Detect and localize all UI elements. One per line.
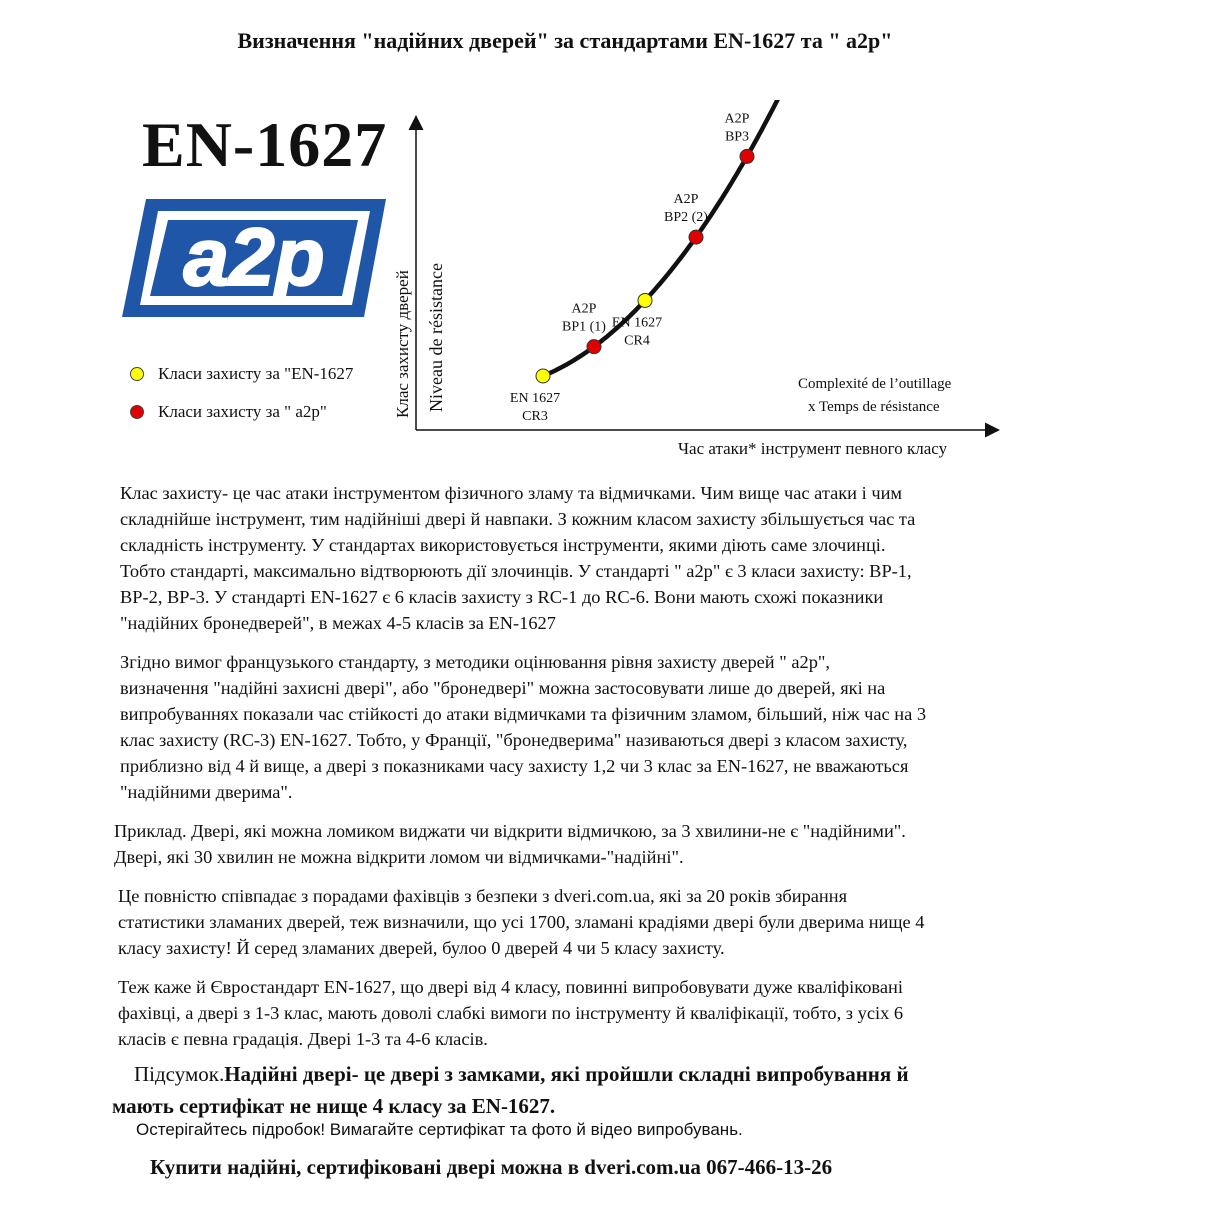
text-line: Приклад. Двері, які можна ломиком виджати чи відкрити відмичкою, за 3 хвилини-не є "надійними". (114, 821, 906, 841)
legend-yellow-dot-icon (130, 367, 144, 381)
text-line: Клас захисту- це час атаки інструментом фізичного зламу та відмичками. Чим вище час атаки і чим (120, 483, 903, 503)
legend-item-en1627 (130, 364, 353, 384)
chart-point-sublabel: BP2 (2) (664, 210, 708, 226)
en-1627-logo-text: EN-1627 (142, 109, 388, 180)
text-line: класів є певна градація. Двері 1-3 та 4-6 класів. (118, 1029, 488, 1049)
protection-class-chart (380, 100, 1020, 470)
summary-bold-line-2: мають сертифікат не нище 4 класу за EN-1627. (112, 1094, 556, 1118)
text-line: Згідно вимог французького стандарту, з методики оцінювання рівня захисту дверей " a2p", (120, 652, 831, 672)
paragraph-1 (120, 480, 915, 636)
chart-point-a2p (740, 149, 754, 163)
chart-point-sublabel: BP3 (724, 129, 750, 145)
a2p-logo (120, 196, 388, 325)
text-line: Теж каже й Євростандарт EN-1627, що двері від 4 класу, повинні випробовувати дуже кваліфіковані (118, 977, 903, 997)
legend-red-dot-icon (130, 405, 144, 419)
text-line: клас захисту (RC-3) EN-1627. Тобто, у Франції, "бронедверима" називаються двері з класом захисту, (120, 730, 908, 750)
paragraph-2 (120, 649, 926, 805)
y-axis-label-fr: Niveau de résistance (426, 263, 446, 412)
x-axis-label-fr-line1: Complexité de l’outillage (798, 376, 952, 392)
chart-point-a2p (587, 340, 601, 354)
text-line: складність інструменту. У стандартах використовується інструменти, якими діють саме злочинці. (120, 535, 886, 555)
warning-text: Остерігайтесь підробок! Вимагайте сертифікат та фото й відео випробувань. (136, 1120, 743, 1139)
chart-point-label: EN 1627 (509, 391, 561, 406)
text-line: "надійними дверима". (120, 782, 293, 802)
chart-point-en1627 (638, 293, 652, 307)
text-line: Двері, які 30 хвилин не можна відкрити ломом чи відмичками-"надійні". (114, 847, 684, 867)
paragraph-3 (114, 818, 906, 870)
legend-label: Класи захисту за "EN-1627 (158, 364, 354, 383)
text-line: випробуваннях показали час стійкості до атаки відмичками та фізичним зламом, більший, ніж час на 3 (120, 704, 927, 724)
legend-label: Класи захисту за " a2p" (158, 402, 327, 421)
paragraph-4 (118, 883, 925, 961)
chart-point-sublabel: CR3 (522, 409, 548, 424)
y-axis-label-uk: Клас захисту дверей (393, 270, 412, 418)
buy-contact-line: Купити надійні, сертифіковані двері можна в dveri.com.ua 067-466-13-26 (150, 1155, 833, 1179)
x-axis-label-uk: Час атаки* інструмент певного класу (678, 439, 948, 458)
text-line: Тобто стандарті, максимально відтворюють дії злочинців. У стандарті " a2p" є 3 класи захисту: ВР-1, (120, 561, 912, 581)
x-axis-label-fr-line2: x Temps de résistance (808, 399, 940, 415)
text-line: фахівці, а двері з 1-3 клас, мають доволі слабкі вимоги по інструменту й кваліфікації, тобто, з усіх 6 (118, 1003, 904, 1023)
text-line: "надійних бронедверей", в межах 4-5 класів за EN-1627 (120, 613, 556, 633)
chart-point-label: A2P (571, 301, 597, 317)
page-title: Визначення "надійних дверей" за стандартами EN-1627 та " a2p" (237, 28, 893, 53)
text-line: приблизно від 4 й вище, а двері з показниками часу захисту 1,2 чи 3 клас за EN-1627, не вважаються (120, 756, 909, 776)
chart-point-sublabel: BP1 (1) (562, 319, 606, 335)
text-line: класу захисту! Й серед зламаних дверей, булоо 0 дверей 4 чи 5 класу захисту. (118, 938, 725, 958)
summary-bold-line-1: Надійні двері- це двері з замками, які пройшли складні випробування й (224, 1062, 909, 1086)
paragraph-5 (118, 974, 903, 1052)
text-line: Це повністю співпадає з порадами фахівців з безпеки з dveri.com.ua, які за 20 років збирання (118, 886, 848, 906)
chart-point-label: EN 1627 (611, 315, 663, 331)
text-line: складнійше інструмент, тим надійніші двері й навпаки. З кожним класом захисту збільшується час та (120, 509, 916, 529)
text-line: статистики зламаних дверей, теж визначили, що усі 1700, зламані крадіями двері були дверима нище 4 (118, 912, 925, 932)
text-line: ВР-2, ВР-3. У стандарті EN-1627 є 6 класів захисту з RC-1 до RC-6. Вони мають схожі показники (120, 587, 884, 607)
chart-point-a2p (689, 230, 703, 244)
legend-item-a2p (130, 402, 327, 422)
summary (112, 1058, 909, 1122)
chart-point-en1627 (536, 369, 550, 383)
chart-point-label: A2P (673, 192, 699, 208)
chart-point-label: A2P (724, 111, 750, 127)
text-line: визначення "надійні захисні двері", або "бронедвері" можна застосовувати лише до дверей, які на (120, 678, 886, 698)
summary-prefix: Підсумок. (134, 1062, 225, 1086)
chart-point-sublabel: CR4 (624, 333, 650, 349)
a2p-logo-text: a2p (183, 212, 325, 303)
